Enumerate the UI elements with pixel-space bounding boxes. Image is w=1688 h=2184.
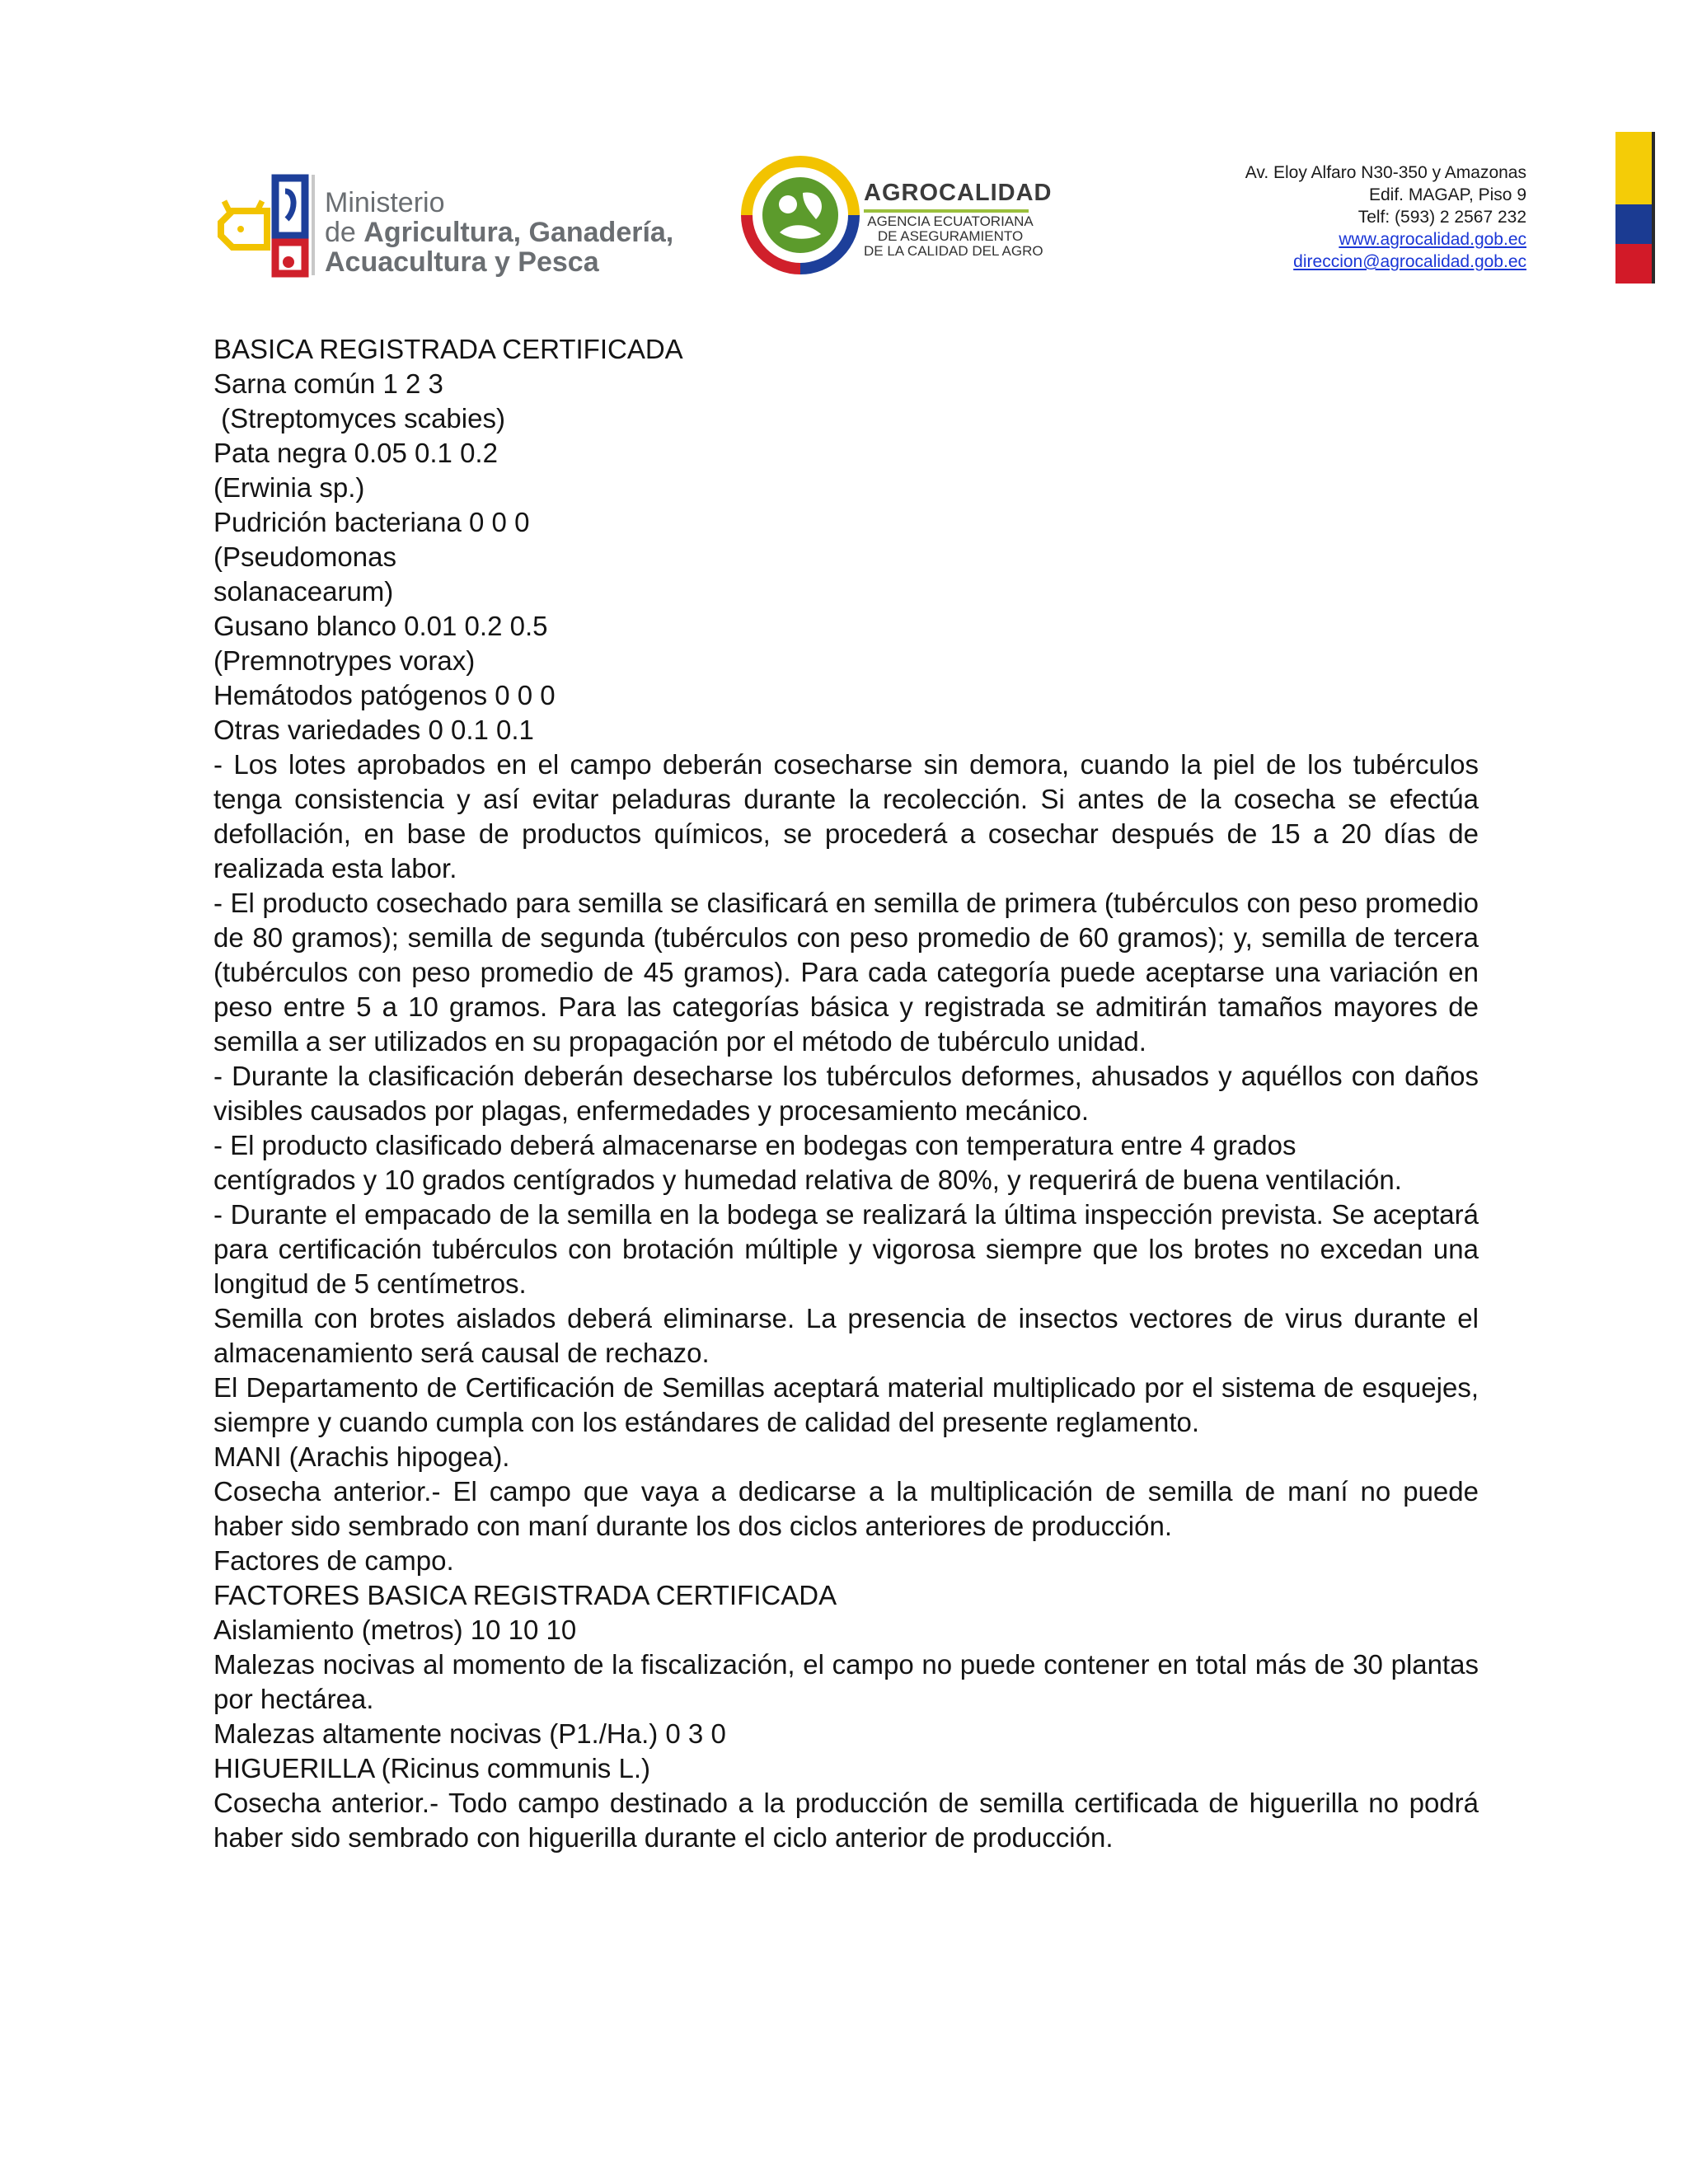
row-gusano-blanco: Gusano blanco 0.01 0.2 0.5 — [213, 611, 548, 641]
row-pudricion-bacteriana: Pudrición bacteriana 0 0 0 — [213, 507, 530, 537]
document-body — [213, 332, 1479, 1855]
row-pata-negra-latin: (Erwinia sp.) — [213, 472, 365, 503]
ministry-line-2 — [325, 217, 674, 248]
paragraph-mani-harvest: Cosecha anterior.- El campo que vaya a dedicarse a la multiplicación de semilla de maní no puede haber sido sembrado con maní durante los dos ciclos anteriores de producción. — [213, 1476, 1479, 1541]
agrocalidad-logo — [738, 153, 1053, 277]
agrocalidad-subtitle-line-3: DE LA CALIDAD DEL AGRO — [864, 243, 1043, 259]
ministry-name — [325, 187, 674, 278]
ministry-logo — [216, 171, 674, 279]
ecuador-flag-strip — [1615, 132, 1655, 284]
table-header-categories: BASICA REGISTRADA CERTIFICADA — [213, 334, 683, 364]
agrocalidad-rule — [864, 209, 1029, 213]
paragraph-discard: - Durante la clasificación deberán desecharse los tubérculos deformes, ahusados y aquéllos con daños visibles causados por plagas, enfermedades y procesamiento mecánico. — [213, 1061, 1479, 1126]
ministry-line-2-bold: Agricultura, Ganadería, — [363, 217, 674, 248]
paragraph-weeds: Malezas nocivas al momento de la fiscalización, el campo no puede contener en total más de 30 plantas por hectárea. — [213, 1649, 1479, 1714]
row-sarna-comun: Sarna común 1 2 3 — [213, 368, 443, 399]
row-pudricion-latin-2: solanacearum) — [213, 576, 394, 607]
flag-band-blue — [1615, 204, 1652, 244]
ministry-line-1: Ministerio — [325, 187, 445, 218]
factors-table-header: FACTORES BASICA REGISTRADA CERTIFICADA — [213, 1580, 837, 1610]
ministry-divider — [312, 175, 315, 275]
ministry-line-3: Acuacultura y Pesca — [325, 246, 599, 278]
agrocalidad-name: AGROCALIDAD — [864, 180, 1053, 206]
section-higuerilla-title: HIGUERILLA (Ricinus communis L.) — [213, 1753, 650, 1783]
flag-edge — [1652, 132, 1655, 284]
row-pata-negra: Pata negra 0.05 0.1 0.2 — [213, 438, 498, 468]
website-link[interactable]: www.agrocalidad.gob.ec — [1339, 230, 1526, 249]
ministry-line-2-prefix: de — [325, 217, 364, 248]
paragraph-harvest: - Los lotes aprobados en el campo deberán cosecharse sin demora, cuando la piel de los tubérculos tenga consistencia y así evitar peladuras durante la recolección. Si antes de la cosecha se efectúa defollación, en base de productos químicos, se procederá a cosechar después de 15 a 20 días de realizada esta labor. — [213, 749, 1479, 883]
email-link[interactable]: direccion@agrocalidad.gob.ec — [1293, 252, 1526, 271]
paragraph-classification: - El producto cosechado para semilla se clasificará en semilla de primera (tubérculos con peso promedio de 80 gramos); semilla de segunda (tubérculos con peso promedio de 60 gramos); y, semilla de tercera (tubérculos con peso promedio de 45 gramos). Para cada categoría puede aceptarse una variación en peso entre 5 a 10 gramos. Para las categorías básica y registrada se admitirán tamaños mayores de semilla a ser utilizados en su propagación por el método de tubérculo unidad. — [213, 888, 1479, 1057]
agrocalidad-subtitle — [864, 213, 1043, 259]
field-factors-label: Factores de campo. — [213, 1545, 454, 1576]
agrocalidad-emblem-icon — [738, 153, 862, 277]
letterhead — [0, 0, 1688, 313]
paragraph-department: El Departamento de Certificación de Semillas aceptará material multiplicado por el sistema de esquejes, siempre y cuando cumpla con los estándares de calidad del presente reglamento. — [213, 1372, 1479, 1437]
ministry-emblem-icon — [216, 171, 323, 279]
flag-band-red — [1615, 244, 1652, 284]
contact-address: Av. Eloy Alfaro N30-350 y Amazonas — [1245, 163, 1526, 182]
row-pudricion-latin-1: (Pseudomonas — [213, 541, 396, 572]
paragraph-sprouts: Semilla con brotes aislados deberá eliminarse. La presencia de insectos vectores de virus durante el almacenamiento será causal de rechazo. — [213, 1303, 1479, 1368]
row-otras-variedades: Otras variedades 0 0.1 0.1 — [213, 715, 534, 745]
row-gusano-blanco-latin: (Premnotrypes vorax) — [213, 645, 476, 676]
flag-band-yellow — [1615, 132, 1652, 204]
paragraph-storage-line-1: - El producto clasificado deberá almacenarse en bodegas con temperatura entre 4 grados — [213, 1130, 1296, 1160]
agrocalidad-subtitle-line-2: DE ASEGURAMIENTO — [877, 228, 1024, 244]
contact-block — [1245, 162, 1526, 273]
paragraph-higuerilla: Cosecha anterior.- Todo campo destinado a la producción de semilla certificada de higuerilla no podrá haber sido sembrado con higuerilla durante el ciclo anterior de producción. — [213, 1788, 1479, 1853]
row-hematodos: Hemátodos patógenos 0 0 0 — [213, 680, 556, 710]
row-sarna-comun-latin: (Streptomyces scabies) — [213, 403, 505, 434]
paragraph-storage-rest: centígrados y 10 grados centígrados y humedad relativa de 80%, y requerirá de buena ventilación. — [213, 1165, 1402, 1195]
section-mani-title: MANI (Arachis hipogea). — [213, 1441, 510, 1472]
row-isolation: Aislamiento (metros) 10 10 10 — [213, 1615, 577, 1645]
row-weeds-high: Malezas altamente nocivas (P1./Ha.) 0 3 0 — [213, 1718, 726, 1749]
paragraph-packing: - Durante el empacado de la semilla en la bodega se realizará la última inspección prevista. Se aceptará para certificación tubérculos con brotación múltiple y vigorosa siempre que los brotes no excedan una longitud de 5 centímetros. — [213, 1199, 1479, 1299]
contact-phone: Telf: (593) 2 2567 232 — [1357, 208, 1526, 227]
agrocalidad-subtitle-line-1: AGENCIA ECUATORIANA — [867, 213, 1034, 229]
contact-building: Edif. MAGAP, Piso 9 — [1368, 185, 1526, 204]
